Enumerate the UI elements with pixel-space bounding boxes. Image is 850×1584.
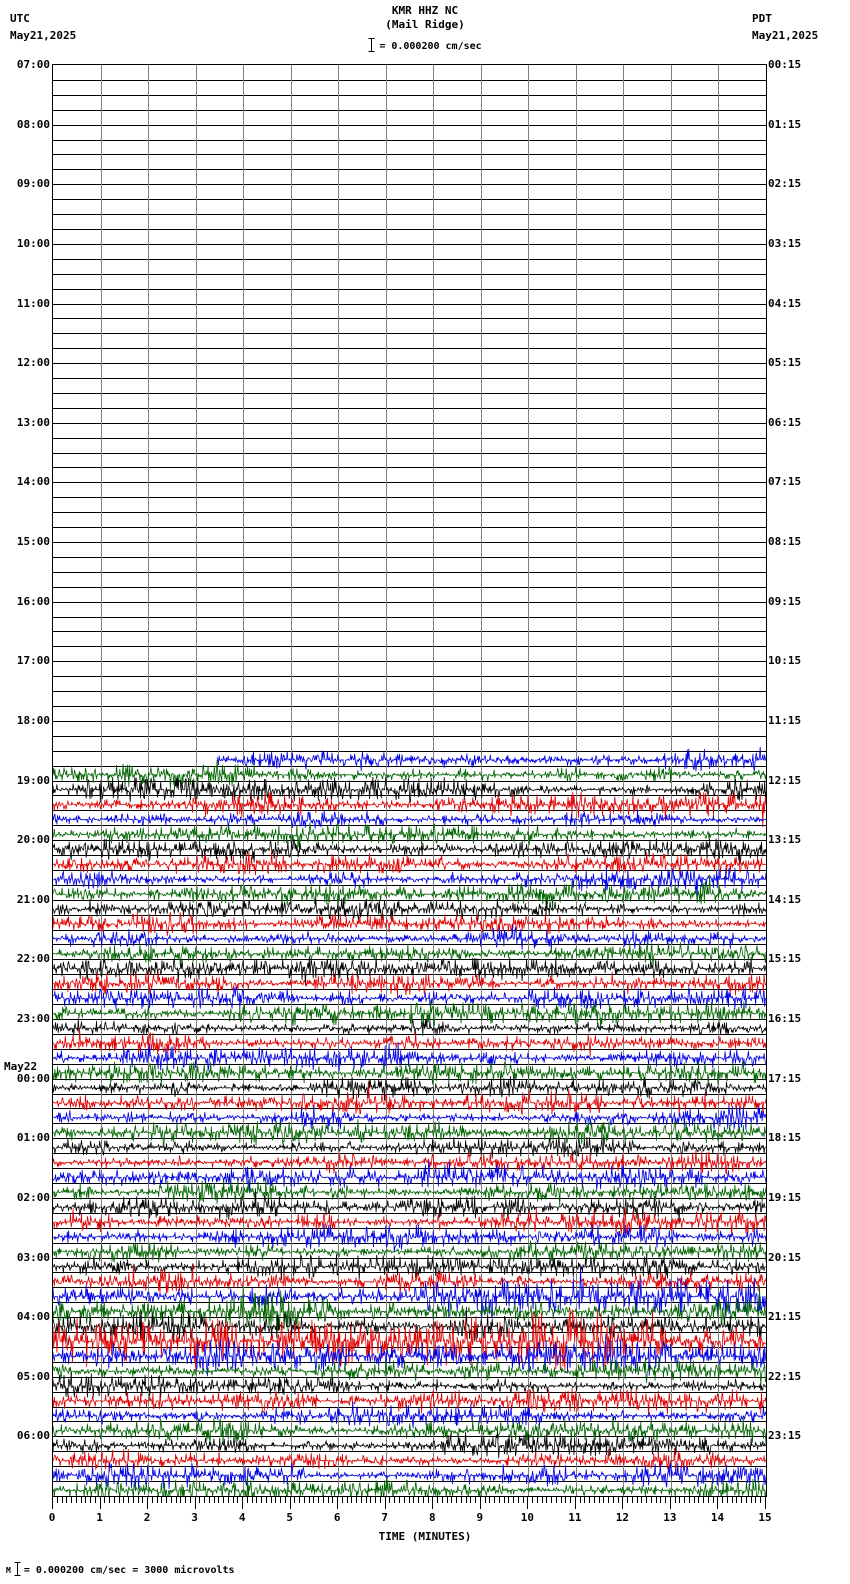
time-tick-label: 12 <box>615 1511 630 1524</box>
footer-scale-text: = 0.000200 cm/sec = 3000 microvolts <box>23 1565 235 1576</box>
time-tick-label: 13 <box>663 1511 677 1524</box>
seismic-traces <box>53 65 766 1496</box>
pdt-hour-label: 02:15 <box>768 177 802 191</box>
time-tick-label: 9 <box>476 1511 484 1524</box>
utc-date-label: May21,2025 <box>10 29 77 42</box>
footer-prefix: M <box>6 1566 11 1575</box>
pdt-hour-label: 01:15 <box>768 117 802 131</box>
utc-hour-label: 12:00 <box>16 356 50 370</box>
utc-hour-label: 07:00 <box>16 58 50 71</box>
utc-hour-label: 03:00 <box>16 1250 50 1264</box>
scale-value-text: = 0.000200 cm/sec <box>379 41 482 52</box>
time-tick-label: 6 <box>333 1511 341 1524</box>
utc-hour-label: 10:00 <box>16 236 50 250</box>
time-tick-label: 1 <box>96 1511 103 1524</box>
station-name-subtitle: (Mail Ridge) <box>385 18 465 31</box>
pdt-hour-label: 19:15 <box>768 1190 802 1204</box>
time-tick-label: 15 <box>758 1511 772 1524</box>
utc-hour-label: 04:00 <box>16 1310 50 1324</box>
time-tick-label: 11 <box>568 1511 582 1524</box>
day-change-marker: May22 <box>4 1059 38 1073</box>
pdt-hour-label: 00:15 <box>768 58 802 71</box>
pdt-hour-label: 13:15 <box>768 833 802 847</box>
pdt-zone-label: PDT <box>752 12 772 25</box>
utc-hour-label: 21:00 <box>16 892 50 906</box>
pdt-hour-label: 16:15 <box>768 1012 802 1025</box>
time-tick-label: 14 <box>710 1511 725 1524</box>
utc-hour-label: 00:00 <box>16 1071 50 1085</box>
footer-scale-note <box>6 1562 235 1580</box>
time-tick-label: 7 <box>381 1511 389 1524</box>
pdt-date-label: May21,2025 <box>752 29 819 42</box>
pdt-hour-label: 10:15 <box>768 654 802 668</box>
pdt-hour-label: 23:15 <box>768 1429 802 1443</box>
pdt-hour-label: 11:15 <box>768 713 802 727</box>
pdt-hour-label: 15:15 <box>768 952 802 966</box>
station-channel-title: KMR HHZ NC <box>391 4 459 17</box>
pdt-hour-label: 03:15 <box>768 236 802 250</box>
time-axis-title: TIME (MINUTES) <box>378 1530 472 1543</box>
pdt-hour-label: 22:15 <box>768 1369 802 1383</box>
scale-bar-icon <box>368 38 375 56</box>
header-scale-note <box>0 38 850 56</box>
utc-hour-label: 01:00 <box>16 1131 50 1145</box>
utc-hour-label: 02:00 <box>16 1190 50 1204</box>
utc-hour-label: 06:00 <box>16 1429 50 1443</box>
utc-hour-label: 22:00 <box>16 952 50 966</box>
pdt-hour-label: 21:15 <box>768 1310 802 1324</box>
helicorder-plot <box>52 64 767 1497</box>
pdt-hour-label: 17:15 <box>768 1071 802 1085</box>
utc-hour-label: 19:00 <box>16 773 50 787</box>
time-tick-label: 3 <box>191 1511 198 1524</box>
time-tick-label: 8 <box>428 1511 436 1524</box>
utc-hour-label: 13:00 <box>16 415 50 429</box>
header-station-block <box>0 4 850 32</box>
pdt-hour-label: 18:15 <box>768 1131 802 1145</box>
pdt-hour-label: 12:15 <box>768 773 802 787</box>
utc-hour-label: 09:00 <box>16 177 50 191</box>
time-axis-ticks <box>52 1496 767 1512</box>
pdt-hour-label: 05:15 <box>768 356 802 370</box>
pdt-hour-label: 20:15 <box>768 1250 802 1264</box>
time-tick-label: 2 <box>143 1511 151 1524</box>
pdt-hour-label: 04:15 <box>768 296 802 310</box>
utc-hour-label: 05:00 <box>16 1369 50 1383</box>
footer-scale-bar-icon <box>14 1562 21 1580</box>
pdt-hour-label: 06:15 <box>768 415 802 429</box>
pdt-hour-label: 14:15 <box>768 892 802 906</box>
utc-hour-label: 16:00 <box>16 594 50 608</box>
utc-hour-label: 15:00 <box>16 535 50 548</box>
header-right-timezone-block <box>752 10 842 44</box>
utc-hour-label: 08:00 <box>16 117 50 131</box>
time-tick-label: 5 <box>286 1511 293 1524</box>
pdt-hour-label: 08:15 <box>768 535 802 548</box>
utc-hour-label: 23:00 <box>16 1012 50 1025</box>
utc-hour-label: 20:00 <box>16 833 50 847</box>
pdt-hour-label: 09:15 <box>768 594 802 608</box>
time-tick-label: 10 <box>520 1511 534 1524</box>
utc-hour-label: 14:00 <box>16 475 50 489</box>
time-tick-label: 0 <box>48 1511 56 1524</box>
utc-hour-label: 18:00 <box>16 713 50 727</box>
time-tick-label: 4 <box>238 1511 246 1524</box>
utc-hour-label: 17:00 <box>16 654 50 668</box>
utc-zone-label: UTC <box>10 12 30 25</box>
utc-hour-label: 11:00 <box>16 296 50 310</box>
pdt-hour-label: 07:15 <box>768 475 802 489</box>
